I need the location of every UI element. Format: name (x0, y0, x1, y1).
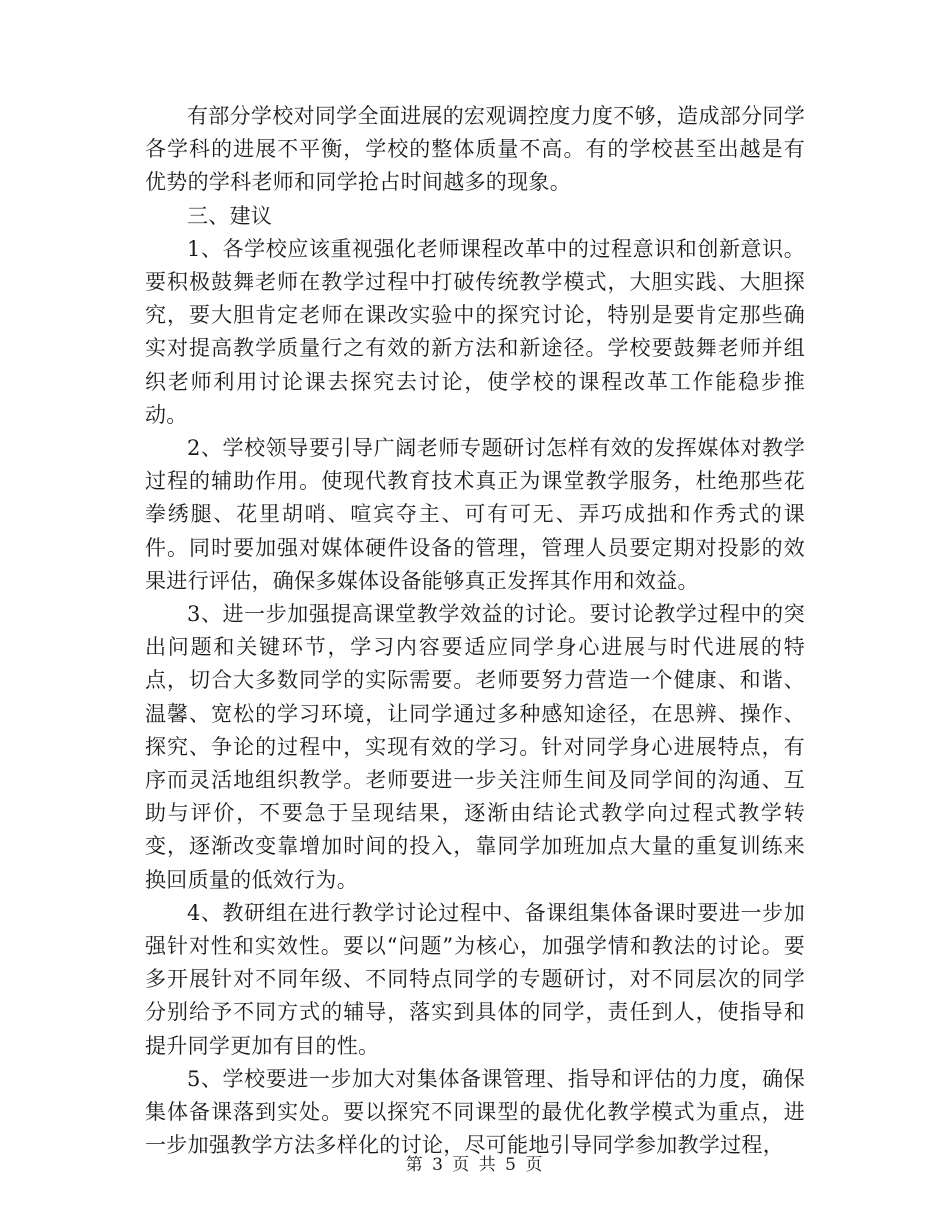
paragraph-suggestion-4: 4、教研组在进行教学讨论过程中、备课组集体备课时要进一步加强针对性和实效性。要以“问题”为核心，加强学情和教法的讨论。要多开展针对不同年级、不同特点同学的专题研讨，对不同层次的同学分别给予不同方式的辅导，落实到具体的同学，责任到人，使指导和提升同学更加有目的性。 (145, 900, 805, 1058)
paragraph-intro: 有部分学校对同学全面进展的宏观调控度力度不够，造成部分同学各学科的进展不平衡，学校的整体质量不高。有的学校甚至出越是有优势的学科老师和同学抢占时间越多的现象。 (145, 104, 805, 195)
paragraph-suggestion-3: 3、进一步加强提高课堂教学效益的讨论。要讨论教学过程中的突出问题和关键环节，学习内容要适应同学身心进展与时代进展的特点，切合大多数同学的实际需要。老师要努力营造一个健康、和谐、温馨、宽松的学习环境，让同学通过多种感知途径，在思辨、操作、探究、争论的过程中，实现有效的学习。针对同学身心进展特点，有序而灵活地组织教学。老师要进一步关注师生间及同学间的沟通、互助与评价，不要急于呈现结果，逐渐由结论式教学向过程式教学转变，逐渐改变靠增加时间的投入，靠同学加班加点大量的重复训练来换回质量的低效行为。 (145, 602, 805, 892)
page-number-footer: 第 3 页 共 5 页 (405, 1155, 545, 1175)
document-body (145, 100, 805, 1163)
paragraph-suggestion-2: 2、学校领导要引导广阔老师专题研讨怎样有效的发挥媒体对教学过程的辅助作用。使现代教育技术真正为课堂教学服务，杜绝那些花拳绣腿、花里胡哨、喧宾夺主、可有可无、弄巧成拙和作秀式的课件。同时要加强对媒体硬件设备的管理，管理人员要定期对投影的效果进行评估，确保多媒体设备能够真正发挥其作用和效益。 (145, 436, 805, 593)
section-heading-suggestions: 三、建议 (187, 203, 273, 228)
paragraph-suggestion-1: 1、各学校应该重视强化老师课程改革中的过程意识和创新意识。要积极鼓舞老师在教学过程中打破传统教学模式，大胆实践、大胆探究，要大胆肯定老师在课改实验中的探究讨论，特别是要肯定那些确实对提高教学质量行之有效的新方法和新途径。学校要鼓舞老师并组织老师利用讨论课去探究去讨论，使学校的课程改革工作能稳步推动。 (145, 236, 805, 427)
paragraph-suggestion-5: 5、学校要进一步加大对集体备课管理、指导和评估的力度，确保集体备课落到实处。要以探究不同课型的最优化教学模式为重点，进一步加强教学方法多样化的讨论，尽可能地引导同学参加教学过程， (145, 1066, 805, 1158)
